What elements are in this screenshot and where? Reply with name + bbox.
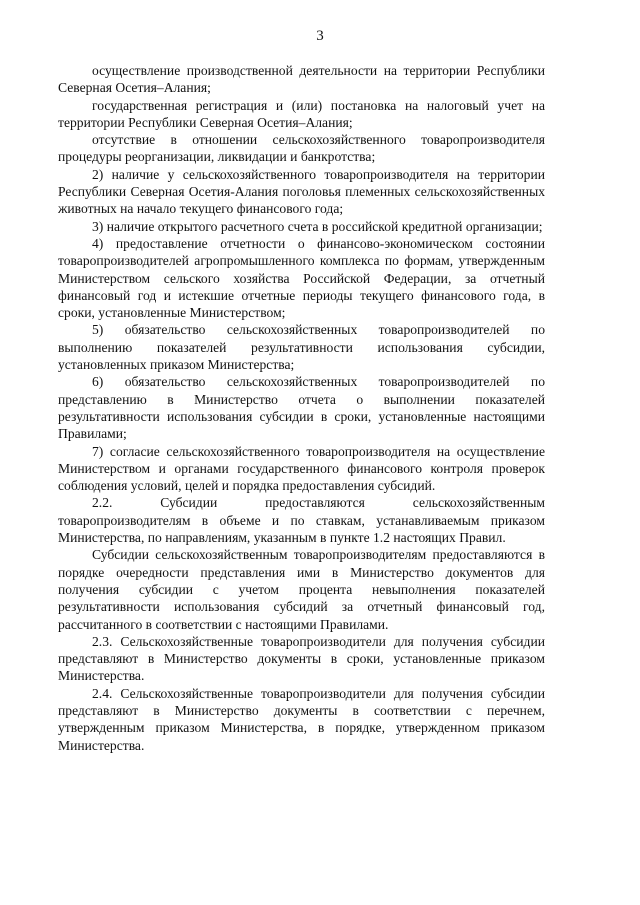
paragraph: 2.4. Сельскохозяйственные товаропроизводители для получения субсидии представляют в Министерство документы в соответствии с перечнем, утвержденным приказом Министерства, в порядке, утвержденном приказом Министерства.: [58, 685, 545, 753]
paragraph: государственная регистрация и (или) постановка на налоговый учет на территории Республики Северная Осетия–Алания;: [58, 97, 545, 130]
paragraph: 2.3. Сельскохозяйственные товаропроизводители для получения субсидии представляют в Министерство документы в сроки, установленные приказом Министерства.: [58, 633, 545, 684]
paragraph: 3) наличие открытого расчетного счета в российской кредитной организации;: [92, 218, 543, 234]
paragraph: 7) согласие сельскохозяйственного товаропроизводителя на осуществление Министерством и органами государственного финансового контроля проверок соблюдения условий, целей и порядка предоставления субсидий.: [58, 443, 545, 494]
paragraph: 2) наличие у сельскохозяйственного товаропроизводителя на территории Республики Северная Осетия-Алания поголовья племенных сельскохозяйственных животных на начало текущего финансового года;: [58, 166, 545, 217]
document-body: [58, 62, 545, 754]
paragraph: Субсидии сельскохозяйственным товаропроизводителям предоставляются в порядке очередности представления ими в Министерство документов для получения субсидии с учетом процента невыполнения показателей результативности использования субсидий за отчетный финансовый год, рассчитанного в соответствии с настоящими Правилами.: [58, 547, 545, 632]
paragraph: 4) предоставление отчетности о финансово-экономическом состоянии товаропроизводителей агропромышленного комплекса по формам, утвержденным Министерством сельского хозяйства Российской Федерации, за отчетный финансовый год и истекшие отчетные периоды текущего финансового года, в сроки, установленные Министерством;: [58, 235, 545, 321]
paragraph: отсутствие в отношении сельскохозяйственного товаропроизводителя процедуры реорганизации, ликвидации и банкротства;: [58, 132, 545, 165]
page-number: 3: [316, 28, 324, 44]
paragraph: 2.2. Субсидии предоставляются сельскохозяйственным товаропроизводителям в объеме и по ставкам, устанавливаемым приказом Министерства, по направлениям, указанным в пункте 1.2 настоящих Правил.: [58, 495, 545, 546]
paragraph: 5) обязательство сельскохозяйственных товаропроизводителей по выполнению показателей результативности использования субсидии, установленных приказом Министерства;: [58, 322, 545, 373]
paragraph: 6) обязательство сельскохозяйственных товаропроизводителей по представлению в Министерство отчета о выполнении показателей результативности использования субсидии в сроки, установленные настоящими Правилами;: [58, 374, 545, 442]
paragraph: осуществление производственной деятельности на территории Республики Северная Осетия–Алания;: [58, 63, 545, 96]
